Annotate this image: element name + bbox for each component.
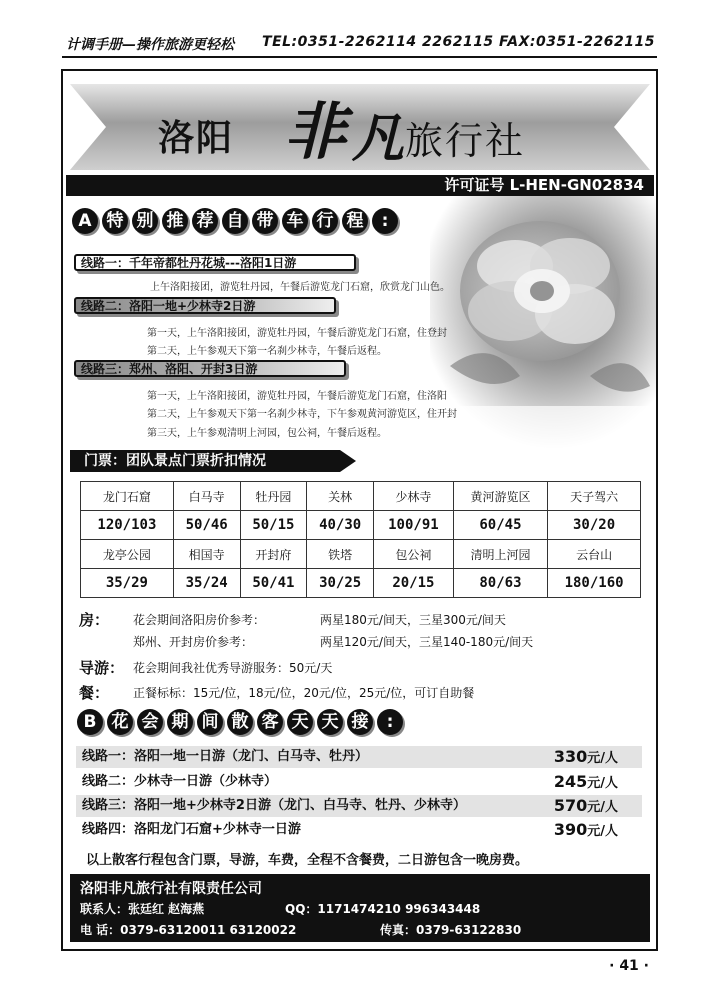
attraction-name: 清明上河园 [453,540,547,569]
section-a-char: 推 [162,208,188,234]
attraction-name: 少林寺 [374,482,454,511]
page-number: · 41 · [609,958,649,974]
title-banner [70,84,650,170]
table-row [81,511,641,540]
table-row [81,482,641,511]
table-row [81,540,641,569]
section-a-char: 别 [132,208,158,234]
ticket-price-table [80,481,641,598]
banner-name-1: 非 [284,95,347,168]
contact-qq: QQ：1171474210 996343448 [285,902,481,916]
banner-suffix: 旅行社 [405,119,526,163]
section-b-char: 接 [347,709,373,735]
b-route-text: 线路四：洛阳龙门石窟+少林寺一日游 [82,822,301,837]
section-a-char: 程 [342,208,368,234]
section-a-char: 行 [312,208,338,234]
license-bar: 许可证号 L-HEN-GN02834 [66,175,654,196]
meal-key: 餐： [79,684,110,702]
b-route-text: 线路二：少林寺一日游（少林寺） [82,774,278,789]
section-a-char: 自 [222,208,248,234]
b-note: 以上散客行程包含门票，导游，车费，全程不含餐费，二日游包含一晚房费。 [86,853,529,868]
section-a-char: 带 [252,208,278,234]
attraction-name: 白马寺 [173,482,240,511]
section-b-heading [77,709,407,735]
section-b-char: 花 [107,709,133,735]
b-route-unit: 元/人 [587,751,618,766]
contact-footer [70,874,650,942]
section-b-char: 客 [257,709,283,735]
section-a-heading [72,208,402,234]
attraction-price: 40/30 [307,511,374,540]
guide-text: 花会期间我社优秀导游服务：50元/天 [133,661,333,675]
header-title: 计调手册—操作旅游更轻松 [66,37,234,53]
b-route [76,771,642,793]
attraction-name: 包公祠 [374,540,454,569]
section-a-char: 特 [102,208,128,234]
b-route-price: 570 [553,796,588,815]
attraction-price: 35/29 [81,569,174,598]
contact-phone: 电 话：0379-63120011 63120022 [80,923,297,937]
route-3-title: 线路三：郑州、洛阳、开封3日游 [74,360,346,377]
route-2-title: 线路二：洛阳一地+少林寺2日游 [74,297,336,314]
b-route-price: 390 [553,820,588,839]
attraction-price: 30/20 [548,511,641,540]
section-b-char: 散 [227,709,253,735]
b-route-unit: 元/人 [587,824,618,839]
b-route-text: 线路一：洛阳一地一日游（龙门、白马寺、牡丹） [82,749,369,764]
guide-key: 导游： [79,659,125,677]
meal-text: 正餐标标：15元/位，18元/位，20元/位，25元/位，可订自助餐 [133,686,475,700]
room-value-1: 两星180元/间天，三星300元/间天 [320,613,506,627]
ribbon-notch-left [70,84,106,170]
attraction-name: 铁塔 [307,540,374,569]
banner-city: 洛阳 [158,117,235,159]
room-label-1: 花会期间洛阳房价参考： [133,613,266,627]
attraction-price: 35/24 [173,569,240,598]
b-route-price: 245 [553,772,588,791]
attraction-price: 50/41 [240,569,307,598]
b-route-text: 线路三：洛阳一地+少林寺2日游（龙门、白马寺、牡丹、少林寺） [82,798,466,813]
section-b-char: 天 [287,709,313,735]
attraction-name: 牡丹园 [240,482,307,511]
route-1-line: 上午洛阳接团，游览牡丹园，午餐后游览龙门石窟，欣赏龙门山色。 [150,282,450,293]
route-1-title: 线路一：千年帝都牡丹花城---洛阳1日游 [74,254,356,271]
attraction-name: 关林 [307,482,374,511]
attraction-name: 天子驾六 [548,482,641,511]
peony-image [430,196,656,450]
attraction-price: 30/25 [307,569,374,598]
b-route [76,795,642,817]
header-contact: TEL:0351-2262114 2262115 FAX:0351-2262115 [262,34,655,50]
route-2-line: 第二天，上午参观天下第一名刹少林寺，午餐后返程。 [147,346,387,357]
attraction-price: 20/15 [374,569,454,598]
section-b-char: : [377,709,403,735]
b-route-unit: 元/人 [587,776,618,791]
attraction-price: 60/45 [453,511,547,540]
attraction-name: 相国寺 [173,540,240,569]
attraction-name: 龙门石窟 [81,482,174,511]
attraction-price: 50/15 [240,511,307,540]
attraction-price: 120/103 [81,511,174,540]
page-header [62,30,657,58]
route-3-line: 第二天，上午参观天下第一名刹少林寺，下午参观黄河游览区，住开封 [147,409,457,420]
contact-persons: 联系人：张廷红 赵海燕 [80,902,205,916]
tickets-heading: 门票：团队景点门票折扣情况 [70,450,340,472]
section-b-char: 期 [167,709,193,735]
b-route-price: 330 [553,747,588,766]
company-name: 洛阳非凡旅行社有限责任公司 [80,881,262,897]
section-b-letter: B [77,709,103,735]
section-a-letter: A [72,208,98,234]
room-label-2: 郑州、开封房价参考： [133,635,254,649]
section-a-char: 车 [282,208,308,234]
attraction-name: 黄河游览区 [453,482,547,511]
section-a-char: 荐 [192,208,218,234]
room-key: 房： [79,611,110,629]
route-3-line: 第三天，上午参观清明上河园，包公祠，午餐后返程。 [147,428,387,439]
attraction-price: 180/160 [548,569,641,598]
contact-fax: 传真：0379-63122830 [380,923,522,937]
attraction-price: 100/91 [374,511,454,540]
section-b-char: 间 [197,709,223,735]
section-a-char: : [372,208,398,234]
attraction-price: 50/46 [173,511,240,540]
attraction-price: 80/63 [453,569,547,598]
ribbon-notch-right [614,84,650,170]
section-b-char: 会 [137,709,163,735]
b-route-unit: 元/人 [587,800,618,815]
route-2-line: 第一天，上午洛阳接团，游览牡丹园，午餐后游览龙门石窟，住登封 [147,328,447,339]
b-route [76,746,642,768]
banner-name-2: 凡 [352,108,405,169]
attraction-name: 云台山 [548,540,641,569]
route-3-line: 第一天，上午洛阳接团，游览牡丹园，午餐后游览龙门石窟，住洛阳 [147,391,447,402]
table-row [81,569,641,598]
attraction-name: 龙亭公园 [81,540,174,569]
section-b-char: 天 [317,709,343,735]
b-route [76,819,642,841]
room-value-2: 两星120元/间天，三星140-180元/间天 [320,635,534,649]
attraction-name: 开封府 [240,540,307,569]
